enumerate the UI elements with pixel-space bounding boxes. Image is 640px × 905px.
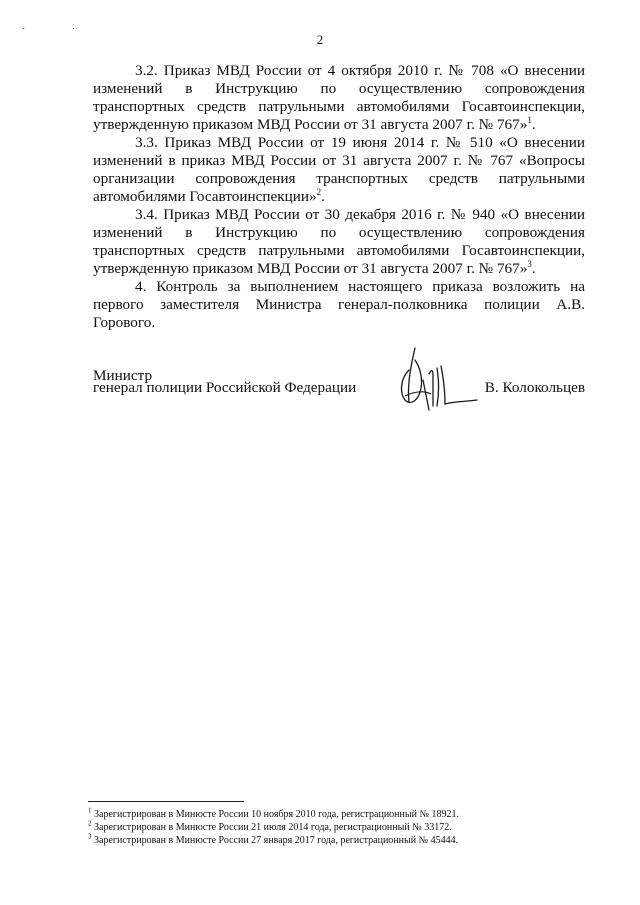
footnote-item [88, 834, 588, 847]
footnote-text: Зарегистрирован в Минюсте России 10 ноября 2010 года, регистрационный № 18921. [91, 809, 459, 820]
footnote-mark: 1 [88, 806, 92, 815]
footnotes [88, 808, 588, 847]
signatory-title: Министр [93, 367, 153, 384]
paragraph-end: . [531, 260, 536, 277]
footnote-ref: 1 [527, 114, 532, 125]
footnote-ref: 3 [527, 258, 532, 269]
paragraph-text: 3.4. Приказ МВД России от 30 декабря 2016 г. № 940 «О внесении изменений в Инструкцию по осуществлению сопровождения транспортных средств патрульными автомобилями Госавтоинспекции, утвержденную приказом МВД России от 31 августа 2007 г. № 767» [93, 206, 585, 277]
signatory-name: В. Колокольцев [484, 379, 585, 396]
footnote-mark: 2 [88, 819, 92, 828]
paragraph-text: 3.2. Приказ МВД России от 4 октября 2010 г. № 708 «О внесении изменений в Инструкцию по осуществлению сопровождения транспортных средств патрульными автомобилями Госавтоинспекции, утвержденную приказом МВД России от 31 августа 2007 г. № 767» [93, 62, 585, 133]
footnote-ref: 2 [316, 186, 322, 197]
paragraph-text: 3.3. Приказ МВД России от 19 июня 2014 г. № 510 «О внесении изменений в приказ МВД России от 31 августа 2007 г. № 767 «Вопросы организации сопровождения транспортных средств патрульными автомобилями Госавтоинспекции» [93, 134, 585, 205]
footnote-text: Зарегистрирован в Минюсте России 27 января 2017 года, регистрационный № 45444. [91, 835, 459, 846]
signatory-rank: генерал полиции Российской Федерации [93, 379, 357, 396]
footnote-divider [88, 801, 244, 802]
paragraph-3-3 [93, 134, 585, 206]
footnote-item [88, 808, 588, 821]
handwritten-signature [393, 340, 483, 420]
paragraph-text: 4. Контроль за выполнением настоящего приказа возложить на первого заместителя Министра генерал-полковника полиции А.В. Горового. [93, 278, 585, 331]
paragraph-3-2 [93, 62, 585, 134]
paragraph-3-4 [93, 206, 585, 278]
scan-dots: · · [22, 24, 98, 35]
footnote-item [88, 821, 588, 834]
footnote-mark: 3 [88, 832, 92, 841]
document-body [93, 62, 585, 332]
paragraph-end: . [531, 116, 536, 133]
footnote-text: Зарегистрирован в Минюсте России 21 июля 2014 года, регистрационный № 33172. [91, 822, 452, 833]
page-number: 2 [316, 32, 324, 47]
paragraph-end: . [321, 188, 325, 205]
paragraph-4 [93, 278, 585, 332]
